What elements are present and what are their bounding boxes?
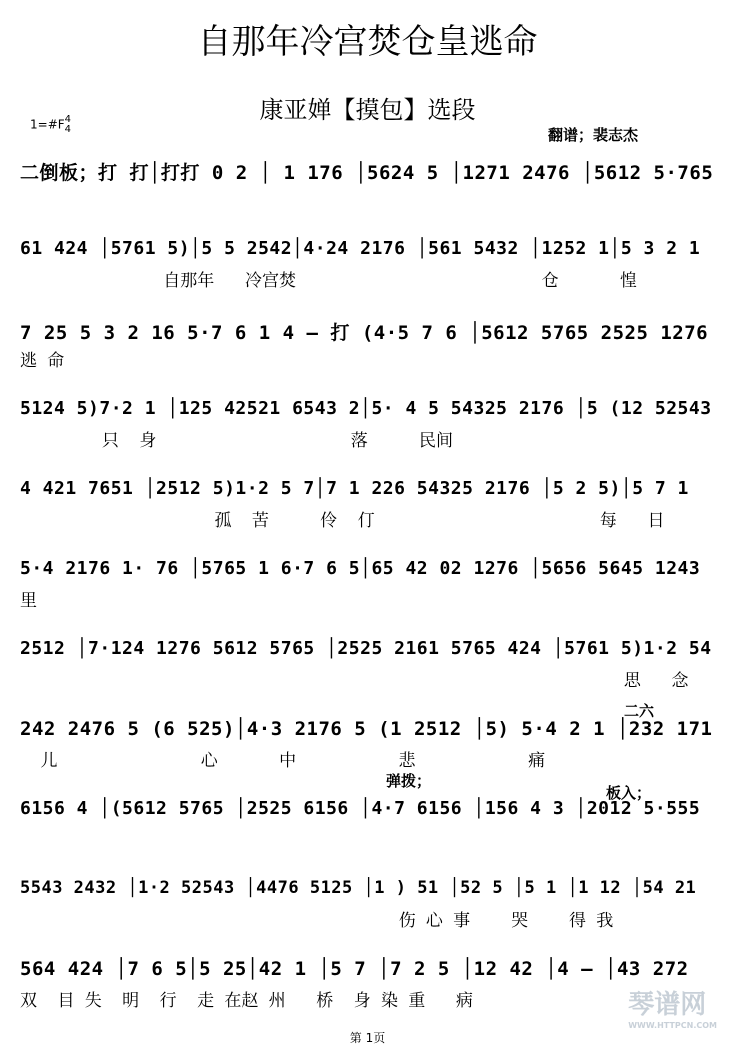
notation-line: 5·4 2176 1· 76 │5765 1 6·7 6 5│65 42 02 1276 │5656 5645 1243 [20, 558, 701, 579]
time-den: 4 [64, 124, 72, 135]
time-signature [65, 115, 71, 135]
score-row [20, 878, 720, 938]
score-row [20, 478, 720, 538]
score-row [20, 718, 720, 778]
notation-line: 2512 │7·124 1276 5612 5765 │2525 2161 5765 424 │5761 5)1·2 54 [20, 638, 712, 659]
key-prefix: 1=#F [30, 117, 65, 132]
page-title: 自那年冷宫焚仓皇逃命 [197, 22, 538, 62]
score-row [20, 318, 720, 378]
notation-line: 5124 5)7·2 1 │125 42521 6543 2│5· 4 5 54325 2176 │5 (12 52543 [20, 398, 712, 419]
lyric-line: 里 [20, 591, 37, 611]
score-row [20, 638, 720, 698]
arranger: 翻谱；裴志杰 [548, 126, 639, 144]
key-signature [30, 115, 71, 135]
lyric-line: 自那年 冷宫焚 仓 惶 [20, 271, 638, 291]
time-num: 4 [64, 114, 72, 125]
notation-line: 242 2476 5 (6 525)│4·3 2176 5 (1 2512 │5) 5·4 2 1 │232 171 [20, 718, 713, 740]
annotation-erliu: 二六 [624, 702, 655, 720]
score-row [20, 558, 720, 618]
subtitle: 康亚婵【摸包】选段 [259, 96, 476, 124]
notation-line: 564 424 │7 6 5│5 25│42 1 │5 7 │7 2 5 │12 42 │4 — │43 272 [20, 958, 689, 980]
lyric-line: 逃 命 [20, 351, 65, 371]
notation-line: 7 25 5 3 2 16 5·7 6 1 4 — 打 (4·5 7 6 │5612 5765 2525 1276 [20, 322, 709, 344]
notation-line: 5543 2432 │1·2 52543 │4476 5125 │1 ) 51 │52 5 │5 1 │1 12 │54 21 [20, 878, 697, 898]
score-row [20, 158, 720, 218]
watermark [628, 984, 717, 1030]
notation-line: 6156 4 │(5612 5765 │2525 6156 │4·7 6156 │156 4 3 │2012 5·555 [20, 798, 701, 819]
lyric-line: 伤 心 事 哭 得 我 [20, 911, 614, 931]
notation-line: 61 424 │5761 5)│5 5 2542│4·24 2176 │561 5432 │1252 1│5 3 2 1 [20, 238, 701, 259]
notation-line: 4 421 7651 │2512 5)1·2 5 7│7 1 226 54325 2176 │5 2 5)│5 7 1 [20, 478, 689, 499]
lyric-line: 思 念 [20, 671, 689, 691]
score-row [20, 238, 720, 298]
annotation-banru: 板入； [606, 784, 652, 802]
score-row [20, 398, 720, 458]
lyric-line: 孤 苦 伶 仃 每 日 [20, 511, 665, 531]
annotation-tanbo: 弹拨； [386, 772, 432, 790]
score-row [20, 798, 720, 858]
lyric-line: 只 身 落 民间 [20, 431, 453, 451]
lyric-line: 双 目 失 明 行 走 在赵 州 桥 身 染 重 病 [20, 991, 473, 1011]
notation-line: 二倒板；打 打│打打 0 2 │ 1 176 │5624 5 │1271 2476 │5612 5·765 [20, 162, 714, 184]
score-row [20, 958, 720, 1018]
watermark-sub: WWW.HTTPCN.COM [628, 1021, 717, 1030]
page-number: 第 1页 [349, 1031, 386, 1045]
watermark-text: 琴谱网 [628, 990, 707, 1020]
lyric-line: 儿 心 中 悲 痛 [20, 751, 546, 771]
